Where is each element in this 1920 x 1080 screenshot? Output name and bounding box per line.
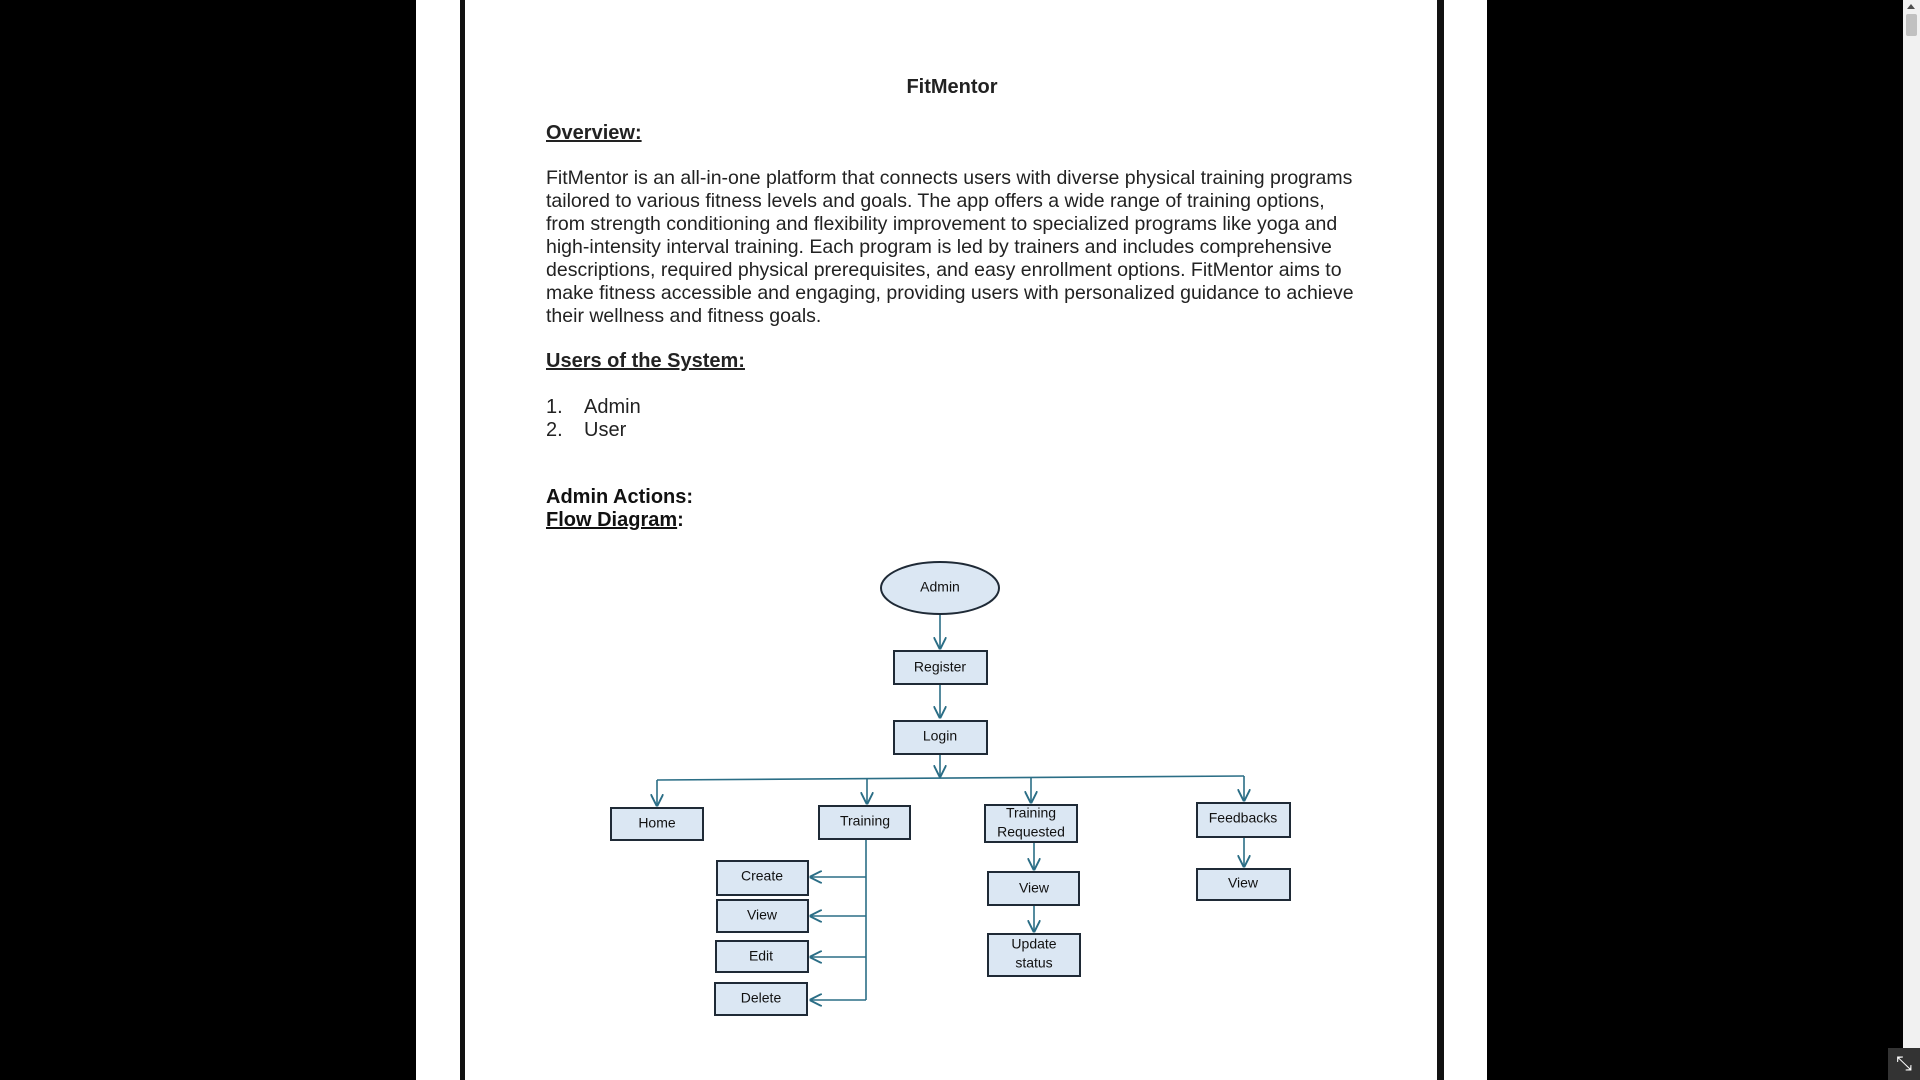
scroll-up-icon[interactable] <box>1907 4 1915 9</box>
node-update-status-label-1: Update <box>1011 935 1057 952</box>
node-create-label: Create <box>740 867 784 884</box>
node-feedbacks-label: Feedbacks <box>1208 809 1278 826</box>
document-title: FitMentor <box>906 76 998 98</box>
vertical-scrollbar[interactable] <box>1903 0 1920 1080</box>
list-item: 2. User <box>546 419 627 441</box>
node-admin-label: Admin <box>920 578 960 595</box>
node-update-status-label-2: status <box>1015 954 1053 971</box>
node-edit-label: Edit <box>748 947 774 964</box>
node-view-label: View <box>746 906 778 923</box>
node-login-label: Login <box>922 727 958 744</box>
exit-fullscreen-icon[interactable]: ⤡ <box>1888 1048 1920 1080</box>
node-fb-view-label: View <box>1227 874 1259 891</box>
overview-heading: Overview: <box>546 122 642 144</box>
node-training-requested-label-1: Training <box>1005 804 1057 821</box>
flow-diagram-heading: Flow Diagram: <box>546 509 684 531</box>
node-training-requested-label-2: Requested <box>997 823 1065 840</box>
node-tr-view-label: View <box>1018 879 1050 896</box>
node-register-label: Register <box>913 658 967 675</box>
edge-branch-bar <box>657 776 1244 780</box>
node-training-label: Training <box>839 812 891 829</box>
admin-actions-heading: Admin Actions: <box>546 486 694 508</box>
node-delete-label: Delete <box>740 989 782 1006</box>
node-home-label: Home <box>638 814 676 831</box>
overview-text: FitMentor is an all-in-one platform that connects users with diverse physical training programs tailored to various fitness levels and goals. The app offers a wide range of training options, from strength conditioning and flexibility improvement to specialized programs like yoga and high-intensity interval training. Each program is led by trainers and includes comprehensive descriptions, required physical prerequisites, and easy enrollment options. FitMentor aims to make fitness accessible and engaging, providing users with personalized guidance to achieve their wellness and fitness goals. <box>546 167 1354 327</box>
list-item: 1. Admin <box>546 396 641 418</box>
users-heading: Users of the System: <box>546 350 745 372</box>
scroll-thumb[interactable] <box>1906 14 1917 36</box>
